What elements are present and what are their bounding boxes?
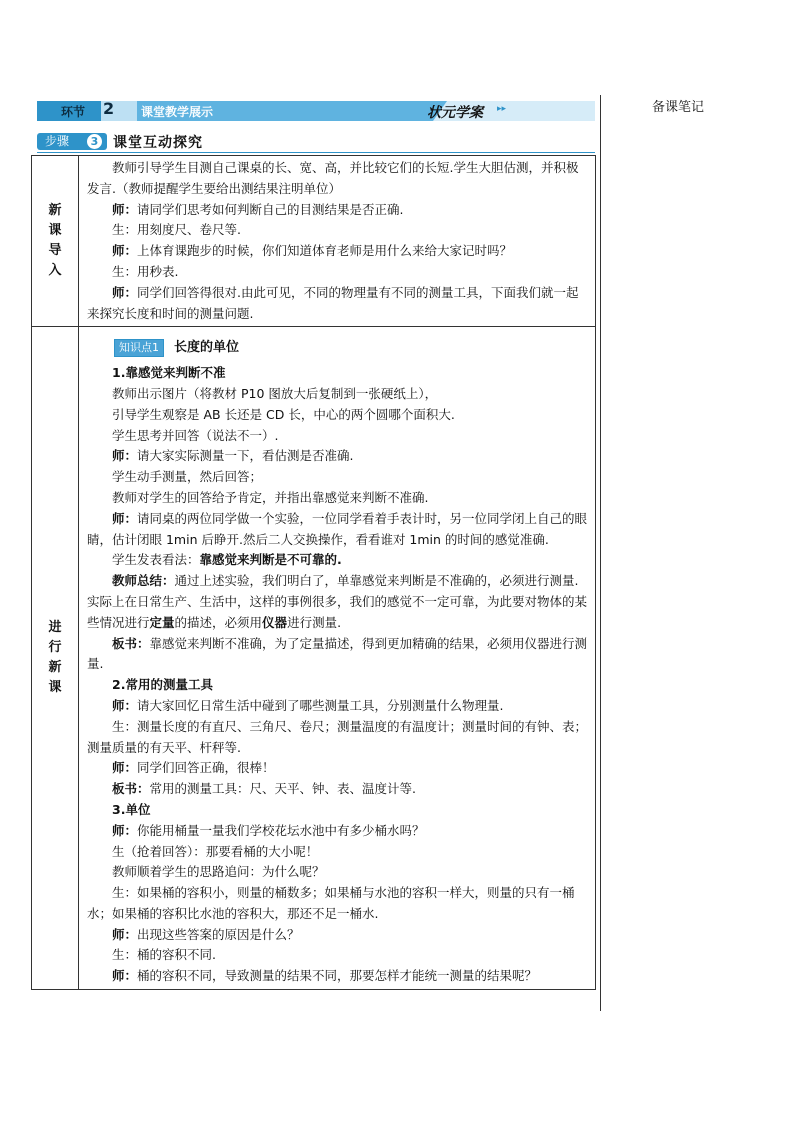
paragraph: 教师对学生的回答给予肯定，并指出靠感觉来判断不准确.: [112, 489, 429, 505]
paragraph: 师：你能用桶量一量我们学校花坛水池中有多少桶水吗？: [112, 822, 425, 838]
paragraph: 师：请大家回忆日常生活中碰到了哪些测量工具，分别测量什么物理量.: [112, 697, 504, 713]
intro-content: [79, 156, 596, 327]
paragraph: 师：请同学们思考如何判断自己的目测结果是否正确.: [112, 201, 404, 217]
paragraph: 学生发表看法：靠感觉来判断是不可靠的.: [112, 552, 342, 568]
banner-section-label: 环节: [61, 105, 86, 119]
banner-section-number: 2: [103, 99, 115, 118]
side-label-new-lesson: 进 行 新 课: [32, 327, 79, 990]
paragraph: 生：用刻度尺、卷尺等.: [112, 222, 241, 238]
table-row-new-lesson: [32, 327, 596, 990]
paragraph: 生：桶的容积不同.: [112, 947, 216, 963]
notes-divider: [600, 95, 601, 1011]
paragraph: 师：请大家实际测量一下，看估测是否准确.: [112, 448, 354, 464]
paragraph: 师：桶的容积不同，导致测量的结果不同，那要怎样才能统一测量的结果呢？: [112, 968, 538, 984]
paragraph: 师：同学们回答得很对.由此可见，不同的物理量有不同的测量工具，下面我们就一起来探究长度和时间的测量问题.: [87, 284, 579, 321]
paragraph: 教师顺着学生的思路追问：为什么呢？: [112, 864, 325, 880]
step-number-badge: 3: [87, 134, 102, 149]
banner-brand: 状元学案: [427, 105, 483, 121]
knowledge-title: 长度的单位: [174, 340, 240, 356]
paragraph: 学生思考并回答（说法不一）.: [112, 427, 279, 443]
double-arrow-icon: ▸▸: [497, 104, 507, 114]
paragraph: 师：同学们回答正确，很棒！: [112, 760, 275, 776]
paragraph: 生：测量长度的有直尺、三角尺、卷尺；测量温度的有温度计；测量时间的有钟、表；测量质量的有天平、杆秤等.: [87, 718, 588, 755]
banner-title: 课堂教学展示: [141, 105, 214, 119]
notes-title: 备课笔记: [652, 100, 705, 115]
paragraph: 师：出现这些答案的原因是什么？: [112, 926, 300, 942]
paragraph: 学生动手测量，然后回答；: [112, 469, 263, 485]
heading: 3.单位: [112, 801, 151, 817]
heading: 2.常用的测量工具: [112, 677, 213, 693]
paragraph: 生（抢着回答）：那要看桶的大小呢！: [112, 843, 319, 859]
knowledge-tag: 知识点1: [114, 339, 164, 357]
table-row-intro: [32, 156, 596, 327]
lesson-table: [31, 155, 596, 990]
paragraph: 师：上体育课跑步的时候，你们知道体育老师是用什么来给大家记时吗？: [112, 243, 513, 259]
paragraph: 师：请同桌的两位同学做一个实验，一位同学看着手表计时，另一位同学闭上自己的眼睛，估计闭眼 1min 后睁开.然后二人交换操作，看看谁对 1min 的时间的感觉准确.: [87, 510, 588, 547]
step-title: 课堂互动探究: [113, 135, 203, 151]
section-banner: [37, 101, 595, 121]
step-header: [37, 131, 595, 151]
paragraph: 板书：靠感觉来判断不准确，为了定量描述，得到更加精确的结果，必须用仪器进行测量.: [87, 635, 588, 672]
paragraph: 引导学生观察是 AB 长还是 CD 长，中心的两个圆哪个面积大.: [112, 406, 455, 422]
paragraph: 板书：常用的测量工具：尺、天平、钟、表、温度计等.: [112, 781, 416, 797]
new-lesson-content: [79, 327, 596, 990]
knowledge-point-header: [114, 337, 239, 359]
step-pill: 步骤: [37, 133, 107, 150]
side-label-intro: 新 课 导 入: [32, 156, 79, 327]
paragraph: 教师总结：通过上述实验，我们明白了，单靠感觉来判断是不准确的，必须进行测量.实际上在日常生产、生活中，这样的事例很多，我们的感觉不一定可靠，为此要对物体的某些情况进行定量的描述，必须用仪器进行测量.: [87, 573, 588, 630]
paragraph: 教师出示图片（将教材 P10 图放大后复制到一张硬纸上），: [112, 385, 438, 401]
paragraph: 教师引导学生目测自己课桌的长、宽、高，并比较它们的长短.学生大胆估测，并积极发言.（教师提醒学生要给出测结果注明单位）: [87, 160, 579, 196]
paragraph: 生：用秒表.: [112, 263, 179, 279]
heading: 1.靠感觉来判断不准: [112, 365, 226, 381]
paragraph: 生：如果桶的容积小，则量的桶数多；如果桶与水池的容积一样大，则量的只有一桶水；如果桶的容积比水池的容积大，那还不足一桶水.: [87, 885, 575, 921]
